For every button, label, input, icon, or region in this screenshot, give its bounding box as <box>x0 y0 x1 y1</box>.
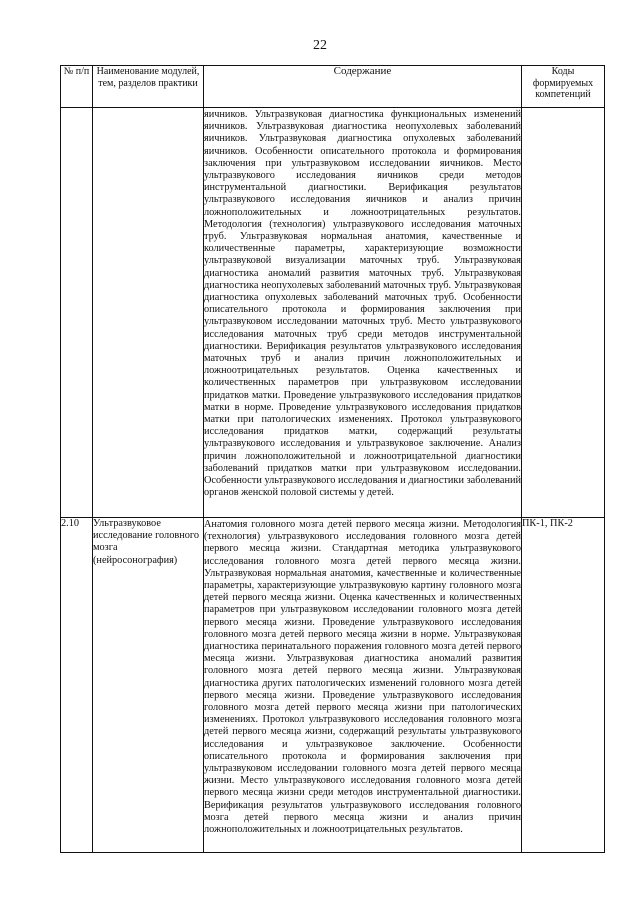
row-number <box>61 108 93 518</box>
row-name: Ультразвуковое исследование головного мозга (нейросонография) <box>93 518 204 853</box>
row-content: яичников. Ультразвуковая диагностика функциональных изменений яичников. Ультразвуковая диагностика неопухолевых заболеваний яичников. Ультразвуковая диагностика опухолевых заболеваний яичников. Особенности описательного протокола и формирования заключения при ультразвуковом исследовании яичников. Место ультразвукового исследования яичников среди методов инструментальной диагностики. Верификация результатов ультразвукового исследования яичников и анализ причин ложноположительных и ложноотрицательных результатов. Методология (технология) ультразвукового исследования маточных труб. Ультразвуковая нормальная анатомия, качественные и количественные параметры, характеризующие возможности ультразвуковой визуализации маточных труб. Ультразвуковая диагностика аномалий развития маточных труб. Ультразвуковая диагностика неопухолевых заболеваний маточных труб. Ультразвуковая диагностика опухолевых заболеваний маточных труб. Особенности описательного протокола и формирования заключения при ультразвуковом исследовании маточных труб. Место ультразвукового исследования маточных труб среди методов инструментальной диагностики. Верификация результатов ультразвукового исследования маточных труб и анализ причин ложноположительных и ложноотрицательных результатов. Оценка качественных и количественных параметров при ультразвуковом исследовании придатков матки. Проведение ультразвукового исследования придатков матки в норме. Проведение ультразвукового исследования придатков матки при патологических изменениях. Протокол ультразвукового исследования придатков матки, содержащий результаты ультразвукового исследования и ультразвуковое заключение. Анализ причин ложноположительной и ложноотрицательной диагностики заболеваний придатков матки при ультразвуковом исследовании. Особенности ультразвукового исследования и диагностики заболеваний органов женской половой системы у детей. <box>204 108 522 518</box>
header-name: Наименование модулей, тем, разделов практики <box>93 66 204 108</box>
row-name <box>93 108 204 518</box>
row-codes <box>522 108 605 518</box>
curriculum-table <box>60 65 605 853</box>
header-number: № п/п <box>61 66 93 108</box>
table-header-row <box>61 66 605 108</box>
table-row <box>61 518 605 853</box>
header-content: Содержание <box>204 66 522 108</box>
page-number: 22 <box>313 38 327 53</box>
row-codes: ПК-1, ПК-2 <box>522 518 605 853</box>
row-number: 2.10 <box>61 518 93 853</box>
row-content: Анатомия головного мозга детей первого месяца жизни. Методология (технология) ультразвукового исследования головного мозга детей первого месяца жизни. Стандартная методика ультразвукового исследования головного мозга детей первого месяца жизни. Ультразвуковая нормальная анатомия, качественные и количественные параметры, характеризующие ультразвуковую картину головного мозга детей первого месяца жизни. Оценка качественных и количественных параметров при ультразвуковом исследовании головного мозга детей первого месяца жизни. Проведение ультразвукового исследования головного мозга детей первого месяца жизни в норме. Ультразвуковая диагностика перинатального поражения головного мозга детей первого месяца жизни. Ультразвуковая диагностика аномалий развития головного мозга детей первого месяца жизни. Ультразвуковая диагностика других патологических изменений головного мозга детей первого месяца жизни. Проведение ультразвукового исследования головного мозга детей первого месяца жизни при патологических изменениях. Протокол ультразвукового исследования головного мозга детей первого месяца жизни, содержащий результаты ультразвукового исследования и ультразвуковое заключение. Особенности описательного протокола и формирования заключения при ультразвуковом исследовании головного мозга детей первого месяца жизни. Место ультразвукового исследования головного мозга детей первого месяца жизни среди методов инструментальной диагностики. Верификация результатов ультразвукового исследования головного мозга детей первого месяца жизни и анализ причин ложноположительных и ложноотрицательных результатов. <box>204 518 522 853</box>
header-codes: Коды формируемых компетенций <box>522 66 605 108</box>
table-row <box>61 108 605 518</box>
